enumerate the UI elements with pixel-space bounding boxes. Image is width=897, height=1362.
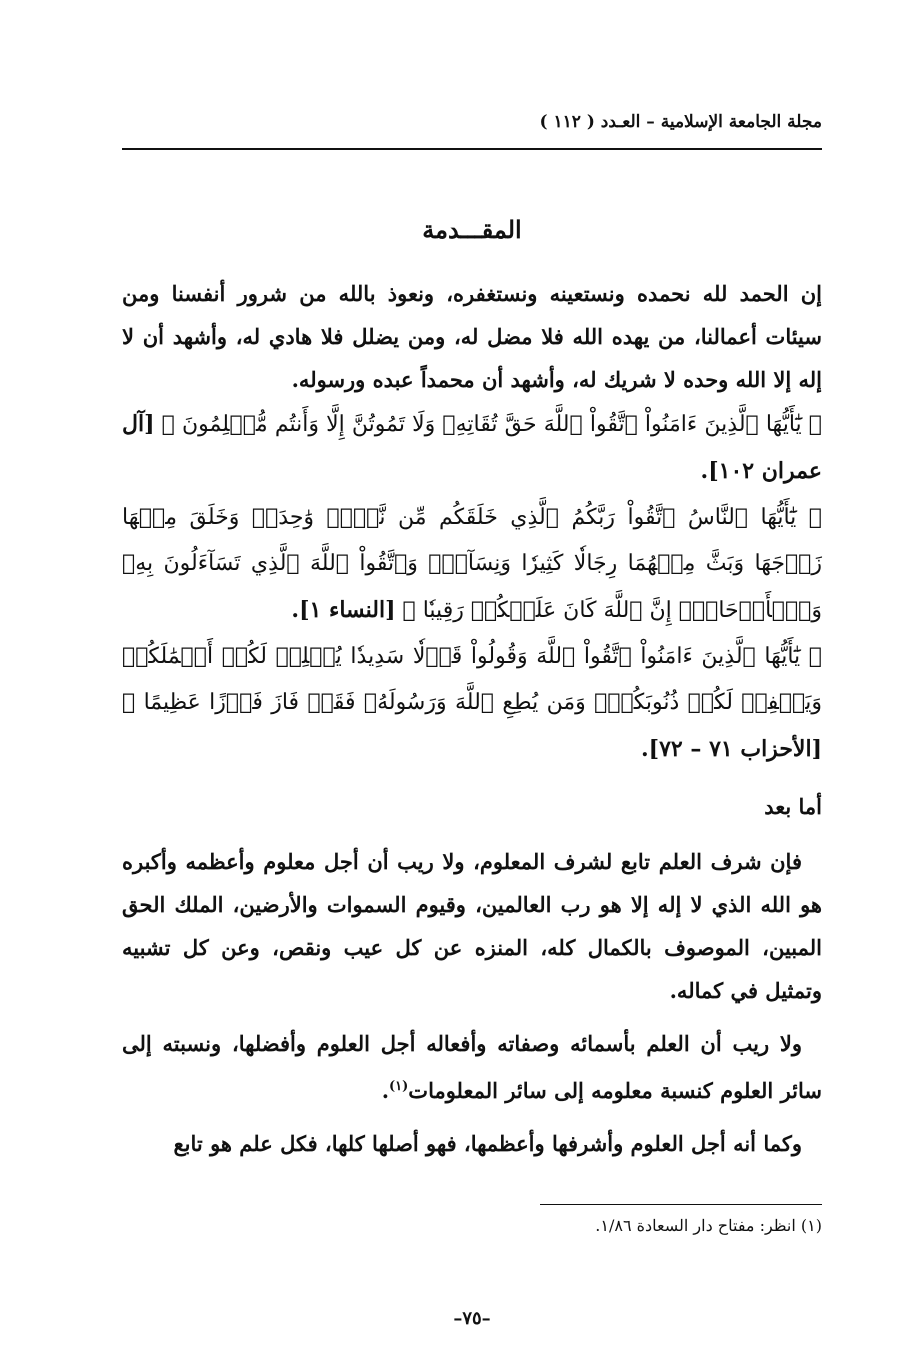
paragraph-1: فإن شرف العلم تابع لشرف المعلوم، ولا ريب أن أجل معلوم وأعظمه وأكبره هو الله الذي لا إله إلا هو رب العالمين، وقيوم السموات والأرضين، الملك الحق المبين، الموصوف بالكمال كله، المنزه عن كل عيب ونقص، وعن كل تشبيه وتمثيل في كماله. xyxy=(122,849,822,1003)
ama-baad-heading: أما بعد xyxy=(764,794,822,819)
body-text xyxy=(122,272,822,1165)
verse-reference: [النساء ١]. xyxy=(291,597,396,623)
page-number: –٧٥– xyxy=(453,1308,491,1329)
header-divider xyxy=(122,148,822,150)
verse-text: ﴿ يَٰٓأَيُّهَا ٱلنَّاسُ ٱتَّقُواْ رَبَّكُمُ ٱلَّذِي خَلَقَكُم مِّن نَّفۡسٖ وَٰحِدَةٖ وَخَلَقَ مِنۡهَا زَوۡجَهَا وَبَثَّ مِنۡهُمَا رِجَالٗا كَثِيرٗا وَنِسَآءٗۚ وَٱتَّقُواْ ٱللَّهَ ٱلَّذِي تَسَآءَلُونَ بِهِۦ وَٱلۡأَرۡحَامَۚ إِنَّ ٱللَّهَ كَانَ عَلَيۡكُمۡ رَقِيبٗا ﴾ xyxy=(122,505,822,623)
verse-reference: [الأحزاب ٧١ – ٧٢]. xyxy=(641,736,822,762)
verse-text: ﴿ يَٰٓأَيُّهَا ٱلَّذِينَ ءَامَنُواْ ٱتَّقُواْ ٱللَّهَ حَقَّ تُقَاتِهِۦ وَلَا تَمُوتُنَّ إِلَّا وَأَنتُم مُّسۡلِمُونَ ﴾ xyxy=(161,412,822,437)
verse-reference: [آل عمران ١٠٢]. xyxy=(122,411,822,484)
paragraph-2-text: ولا ريب أن العلم بأسمائه وصفاته وأفعاله أجل العلوم وأفضلها، ونسبته إلى سائر العلوم كنسبة معلومه إلى سائر المعلومات xyxy=(122,1031,822,1103)
verse-text: ﴿ يَٰٓأَيُّهَا ٱلَّذِينَ ءَامَنُواْ ٱتَّقُواْ ٱللَّهَ وَقُولُواْ قَوۡلٗا سَدِيدٗا يُصۡلِحۡ لَكُمۡ أَعۡمَٰلَكُمۡ وَيَغۡفِرۡ لَكُمۡ ذُنُوبَكُمۡۗ وَمَن يُطِعِ ٱللَّهَ وَرَسُولَهُۥ فَقَدۡ فَازَ فَوۡزًا عَظِيمًا ﴾ xyxy=(122,644,822,715)
quran-verse-1 xyxy=(122,401,822,495)
section-title: المقـــدمة xyxy=(422,215,522,244)
paragraph-3: وكما أنه أجل العلوم وأشرفها وأعظمها، فهو أصلها كلها، فكل علم هو تابع xyxy=(173,1131,802,1156)
footnote: (١) انظر: مفتاح دار السعادة ١/٨٦. xyxy=(595,1216,822,1235)
running-header: مجلة الجامعة الإسلامية – العـدد ( ١١٢ ) xyxy=(539,112,822,132)
paragraph-2-end: . xyxy=(381,1078,389,1103)
paragraph-2 xyxy=(122,1022,822,1112)
footnote-divider xyxy=(540,1204,822,1205)
footnote-marker[interactable]: (١) xyxy=(389,1079,409,1094)
quran-verse-2 xyxy=(122,495,822,634)
intro-paragraph: إن الحمد لله نحمده ونستعينه ونستغفره، ونعوذ بالله من شرور أنفسنا ومن سيئات أعمالنا، من يهده الله فلا مضل له، ومن يضلل فلا هادي له، وأشهد أن لا إله إلا الله وحده لا شريك له، وأشهد أن محمداً عبده ورسوله. xyxy=(122,281,822,392)
quran-verse-3 xyxy=(122,634,822,773)
